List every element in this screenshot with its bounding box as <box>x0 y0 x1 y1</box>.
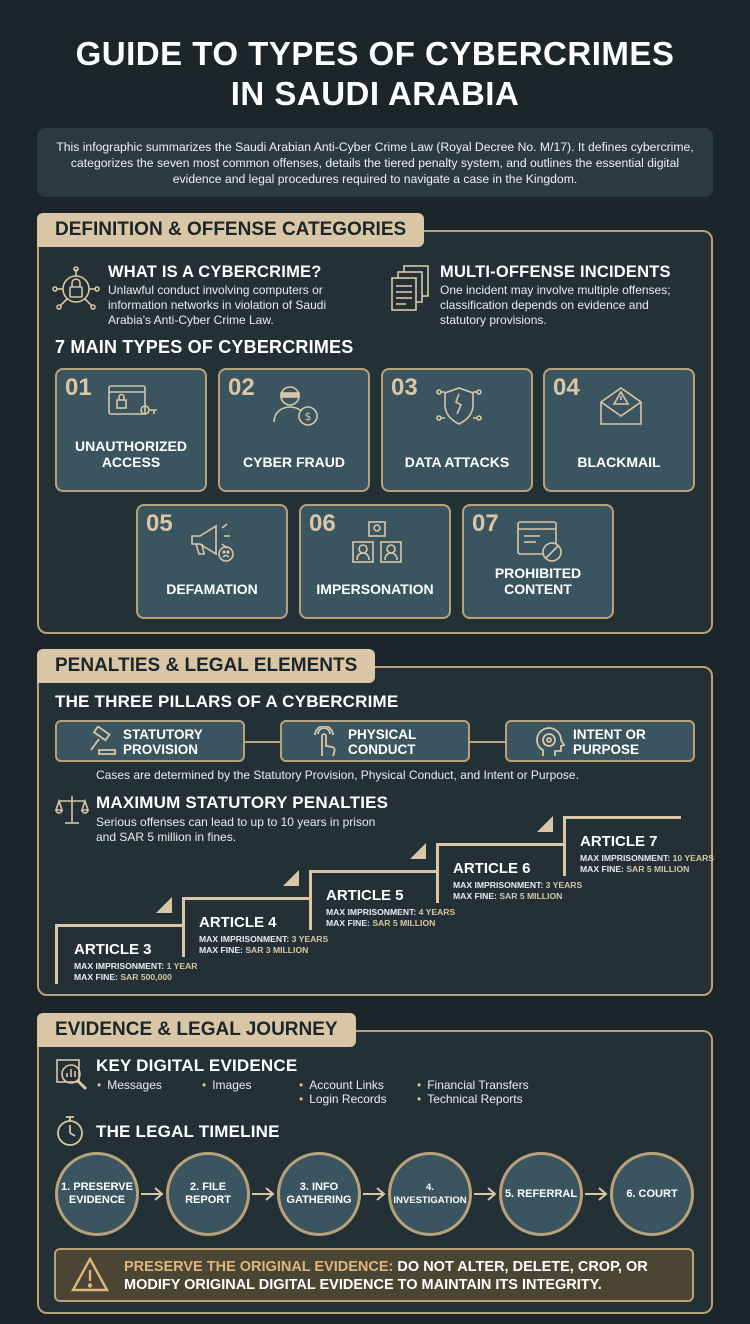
hacker-money-icon <box>270 384 322 428</box>
types-title: 7 MAIN TYPES OF CYBERCRIMES <box>55 337 354 357</box>
penalty-step-article-4 <box>182 897 329 957</box>
timeline-step-report: 2. FILE REPORT <box>166 1152 250 1236</box>
timeline-step-info: 3. INFO GATHERING <box>277 1152 361 1236</box>
pillar-label: PHYSICAL CONDUCT <box>348 727 417 757</box>
warning-icon <box>70 1256 110 1294</box>
type-number: 03 <box>391 374 418 401</box>
timeline-step-preserve: 1. PRESERVE EVIDENCE <box>55 1152 139 1236</box>
type-number: 02 <box>228 374 255 401</box>
penalties-title: MAXIMUM STATUTORY PENALTIES <box>96 793 389 812</box>
type-number: 05 <box>146 510 173 537</box>
definition-tab: DEFINITION & OFFENSE CATEGORIES <box>37 213 424 247</box>
pillar-label: INTENT OR PURPOSE <box>573 727 646 757</box>
article-name: ARTICLE 5 <box>326 887 404 904</box>
blocked-window-icon <box>514 520 566 564</box>
step-arrow <box>410 843 426 859</box>
type-label: DATA ATTACKS <box>404 454 510 470</box>
timeline-arrow <box>141 1187 165 1201</box>
multi-text: One incident may involve multiple offenses; classification depends on evidence and statutory provisions. <box>440 283 671 327</box>
evidence-item: • Account Links <box>299 1078 384 1092</box>
imprisonment-line: MAX IMPRISONMENT: 3 YEARS <box>199 934 329 944</box>
evidence-item: • Messages <box>97 1078 162 1092</box>
timeline-arrow <box>252 1187 276 1201</box>
pillar-label: STATUTORY PROVISION <box>123 727 203 757</box>
type-label: CYBER FRAUD <box>243 454 345 470</box>
step-arrow <box>156 897 172 913</box>
head-target-icon <box>535 726 567 758</box>
pillar-physical-conduct <box>280 720 470 762</box>
title-line-1: GUIDE TO TYPES OF CYBERCRIMES <box>75 35 675 72</box>
type-card-cyber-fraud <box>218 368 370 492</box>
fine-line: MAX FINE: SAR 5 MILLION <box>580 864 690 874</box>
penalty-step-article-5 <box>309 870 456 930</box>
timeline-step-court: 6. COURT <box>610 1152 694 1236</box>
timeline-step-investigation: 4. INVESTIGATION <box>388 1152 472 1236</box>
timeline-title: THE LEGAL TIMELINE <box>96 1122 280 1141</box>
type-card-defamation <box>136 504 288 619</box>
what-title: WHAT IS A CYBERCRIME? <box>108 263 322 281</box>
evidence-tab: EVIDENCE & LEGAL JOURNEY <box>37 1013 356 1047</box>
type-number: 04 <box>553 374 580 401</box>
timeline-arrow <box>474 1187 498 1201</box>
svg-text:$: $ <box>304 410 312 423</box>
article-name: ARTICLE 6 <box>453 860 531 877</box>
gavel-icon <box>85 726 117 758</box>
type-number: 06 <box>309 510 336 537</box>
pillar-statutory-provision <box>55 720 245 762</box>
lock-key-icon <box>107 384 159 424</box>
type-label: DEFAMATION <box>166 581 258 597</box>
imprisonment-line: MAX IMPRISONMENT: 4 YEARS <box>326 907 456 917</box>
type-number: 07 <box>472 510 499 537</box>
penalty-step-article-6 <box>436 843 583 903</box>
warning-envelope-icon <box>595 384 647 428</box>
title-line-2: IN SAUDI ARABIA <box>230 75 520 112</box>
penalty-step-article-3 <box>55 924 198 984</box>
step-arrow <box>283 870 299 886</box>
article-name: ARTICLE 4 <box>199 914 277 931</box>
type-card-unauthorized-access <box>55 368 207 492</box>
magnifier-chart-icon <box>55 1058 89 1092</box>
warning-body: DO NOT ALTER, DELETE, CROP, OR MODIFY ORIGINAL DIGITAL EVIDENCE TO MAINTAIN ITS INTEGRITY. <box>124 1259 648 1293</box>
article-name: ARTICLE 7 <box>580 833 658 850</box>
penalties-tab: PENALTIES & LEGAL ELEMENTS <box>37 649 375 683</box>
id-cards-icon <box>351 520 403 564</box>
penalty-step-article-7 <box>563 816 715 876</box>
article-name: ARTICLE 3 <box>74 941 152 958</box>
type-card-impersonation <box>299 504 451 619</box>
fine-line: MAX FINE: SAR 5 MILLION <box>326 918 436 928</box>
timeline-arrow <box>585 1187 609 1201</box>
fine-line: MAX FINE: SAR 5 MILLION <box>453 891 563 901</box>
network-lock-icon <box>52 266 100 312</box>
type-label: BLACKMAIL <box>577 454 661 470</box>
intro-text: This infographic summarizes the Saudi Arabian Anti-Cyber Crime Law (Royal Decree No. M/17). It defines cybercrime, categorizes the seven most common offenses, details the tiered penalty system, and outlines the essential digital evidence and legal procedures required to navigate a case in the Kingdom. <box>37 128 713 197</box>
timeline-step-referral: 5. REFERRAL <box>499 1152 583 1236</box>
evidence-item: • Images <box>202 1078 252 1092</box>
evidence-title: KEY DIGITAL EVIDENCE <box>96 1056 298 1075</box>
type-label: UNAUTHORIZED ACCESS <box>75 438 187 470</box>
hand-touch-icon <box>310 726 342 758</box>
scales-icon <box>55 794 89 826</box>
imprisonment-line: MAX IMPRISONMENT: 1 YEAR <box>74 961 198 971</box>
penalties-text: Serious offenses can lead to up to 10 years in prison and SAR 5 million in fines. <box>96 815 376 844</box>
warning-box <box>54 1248 694 1302</box>
fine-line: MAX FINE: SAR 500,000 <box>74 972 172 982</box>
evidence-item: • Technical Reports <box>417 1092 523 1106</box>
documents-icon <box>390 264 432 312</box>
pillars-note: Cases are determined by the Statutory Provision, Physical Conduct, and Intent or Purpose. <box>96 768 579 782</box>
broken-shield-icon <box>433 384 485 428</box>
type-card-blackmail <box>543 368 695 492</box>
type-label: IMPERSONATION <box>316 581 434 597</box>
warning-lead: PRESERVE THE ORIGINAL EVIDENCE: <box>124 1259 394 1275</box>
page-title <box>0 34 750 114</box>
evidence-item: • Financial Transfers <box>417 1078 529 1092</box>
multi-title: MULTI-OFFENSE INCIDENTS <box>440 263 671 281</box>
pillar-intent-purpose <box>505 720 695 762</box>
imprisonment-line: MAX IMPRISONMENT: 10 YEARS <box>580 853 715 863</box>
stopwatch-icon <box>55 1114 85 1148</box>
type-card-prohibited-content <box>462 504 614 619</box>
type-card-data-attacks <box>381 368 533 492</box>
warning-text <box>124 1258 684 1294</box>
pillars-title: THE THREE PILLARS OF A CYBERCRIME <box>55 692 399 711</box>
step-arrow <box>537 816 553 832</box>
type-label: PROHIBITED CONTENT <box>494 565 582 597</box>
megaphone-icon <box>188 520 240 564</box>
timeline-arrow <box>363 1187 387 1201</box>
evidence-item: • Login Records <box>299 1092 387 1106</box>
what-text: Unlawful conduct involving computers or information networks in violation of Saudi Arabia's Anti-Cyber Crime Law. <box>108 283 327 327</box>
imprisonment-line: MAX IMPRISONMENT: 3 YEARS <box>453 880 583 890</box>
type-number: 01 <box>65 374 92 401</box>
fine-line: MAX FINE: SAR 3 MILLION <box>199 945 309 955</box>
